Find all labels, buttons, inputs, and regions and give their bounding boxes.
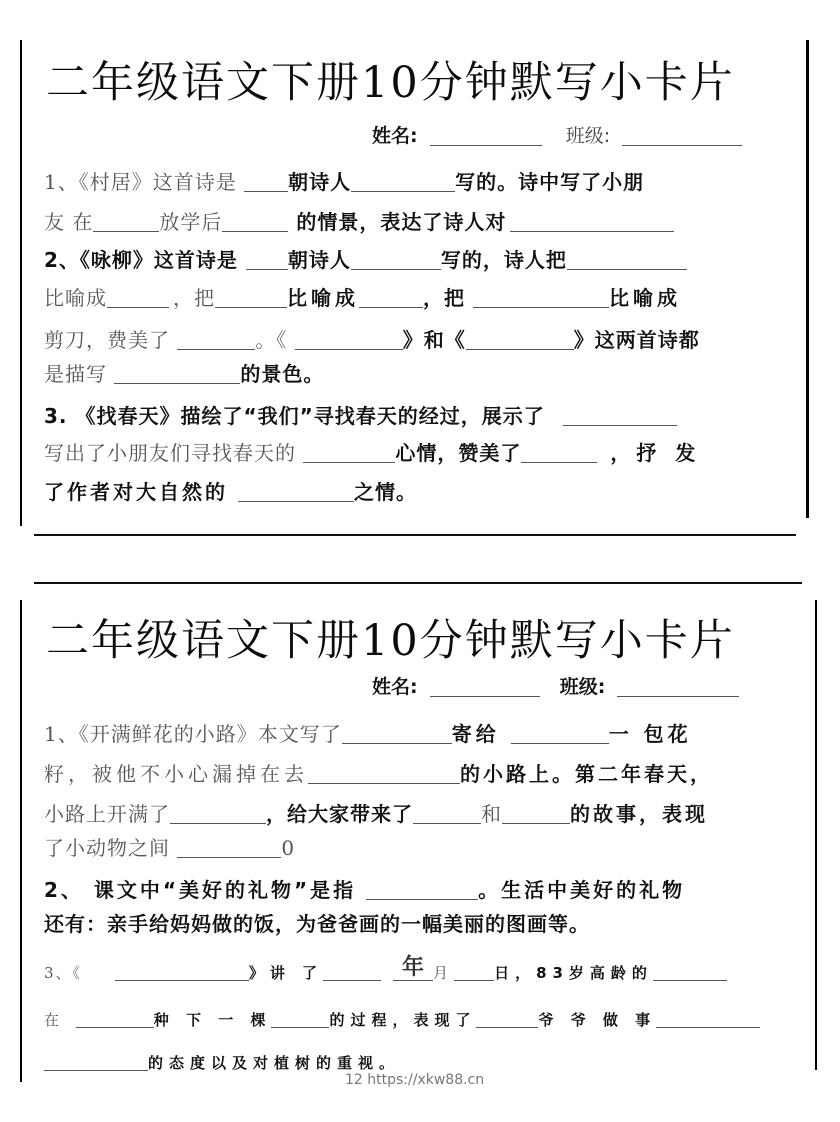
page-footer: 12 https://xkw88.cn (345, 1072, 485, 1088)
blank[interactable] (473, 289, 609, 308)
blank[interactable] (521, 444, 597, 463)
class-blank[interactable] (617, 678, 739, 697)
blank[interactable] (351, 251, 441, 270)
blank[interactable] (511, 725, 609, 744)
card2-q1-line4: 了小动物之间 0 (44, 836, 296, 860)
blank[interactable] (359, 289, 423, 308)
blank[interactable] (222, 213, 288, 232)
card1-q3-line2: 写出了小朋友们寻找春天的 心情，赞美了 ，抒 发 (44, 441, 702, 465)
card1-q2-line1: 2、《咏柳》这首诗是 朝诗人 写的，诗人把 (44, 250, 687, 270)
card2-q1-line2: 籽，被他不小心漏掉在去 的小路上。第二年春天， (44, 762, 713, 786)
blank[interactable] (246, 251, 288, 270)
card1-left-border (20, 40, 22, 526)
blank[interactable] (271, 1013, 329, 1028)
class-label: 班级: (559, 676, 606, 698)
blank[interactable] (93, 213, 159, 232)
name-blank[interactable] (430, 678, 540, 697)
card2-q3-line2: 在 种 下 一 棵 的过程，表现了 爷 爷 做 事 (44, 1013, 760, 1028)
card1-name-class-row (372, 127, 742, 146)
blank[interactable] (244, 173, 288, 192)
blank[interactable] (653, 966, 727, 981)
blank[interactable] (177, 331, 255, 350)
card2-left-border (20, 600, 22, 1082)
card1-q2-line2: 比喻成 ，把 比喻成 ，把 比喻成 (44, 286, 681, 310)
separator-line-top (34, 534, 796, 536)
card2-q1-line3: 小路上开满了 ，给大家带来了 和 的故事，表现 (44, 802, 708, 826)
blank[interactable] (215, 289, 287, 308)
blank[interactable] (567, 251, 687, 270)
card2-title: 二年级语文下册10分钟默写小卡片 (46, 616, 735, 666)
name-label: 姓名: (372, 125, 418, 147)
card2-q1-line1: 1、《开满鲜花的小路》本文写了 寄给 一 包花 (44, 722, 692, 746)
card2-q3-line1: 3、《 》讲 了 月 日，83岁高龄的 (44, 966, 727, 981)
name-label: 姓名: (372, 676, 418, 698)
class-blank[interactable] (622, 127, 742, 146)
blank[interactable] (295, 331, 403, 350)
card2-right-border (815, 600, 817, 1070)
blank[interactable] (170, 805, 266, 824)
card1-right-border (806, 40, 809, 518)
blank[interactable] (115, 966, 249, 981)
card2-q3-line3: 的态度以及对植树的重视。 (44, 1056, 400, 1071)
blank[interactable] (177, 839, 281, 858)
blank[interactable] (342, 725, 452, 744)
blank[interactable] (656, 1013, 760, 1028)
blank[interactable] (238, 483, 354, 502)
separator-line-bottom (34, 582, 802, 584)
blank[interactable] (76, 1013, 154, 1028)
blank[interactable] (502, 805, 570, 824)
blank[interactable] (476, 1013, 538, 1028)
card2-name-class-row (372, 678, 739, 697)
card1-q1-line2: 友 在 放学后 的情景，表达了诗人对 (44, 212, 674, 232)
blank[interactable] (303, 444, 395, 463)
blank[interactable] (308, 765, 460, 784)
class-label: 班级: (565, 125, 611, 147)
blank[interactable] (413, 805, 481, 824)
card1-title: 二年级语文下册10分钟默写小卡片 (46, 58, 735, 108)
card1-q2-line3: 剪刀，费美了 。《 》和《 》这两首诗都 (44, 328, 700, 352)
card1-q3-line1: 3. 《找春天》描绘了“我们”寻找春天的经过，展示了 (44, 406, 677, 426)
blank[interactable] (366, 881, 478, 900)
blank[interactable] (351, 173, 455, 192)
card1-q2-line4: 是描写 的景色。 (44, 362, 325, 386)
card2-q2-line1: 2、 课文中“美好的礼物”是指 。生活中美好的礼物 (44, 878, 686, 902)
card1-q1-line1: 1、《村居》这首诗是 朝诗人 写的。诗中写了小朋 (44, 170, 645, 194)
name-blank[interactable] (430, 127, 542, 146)
blank[interactable] (563, 407, 677, 426)
blank[interactable] (510, 213, 674, 232)
blank[interactable] (454, 966, 494, 981)
blank[interactable] (107, 289, 169, 308)
card1-q3-line3: 了作者对大自然的 之情。 (44, 480, 417, 504)
stray-glyph: 年 (402, 955, 425, 980)
blank[interactable] (393, 966, 433, 981)
blank[interactable] (44, 1056, 148, 1071)
card2-q2-line2: 还有：亲手给妈妈做的饭，为爸爸画的一幅美丽的图画等。 (44, 912, 590, 936)
blank[interactable] (114, 365, 240, 384)
blank[interactable] (466, 331, 574, 350)
blank[interactable] (323, 966, 381, 981)
